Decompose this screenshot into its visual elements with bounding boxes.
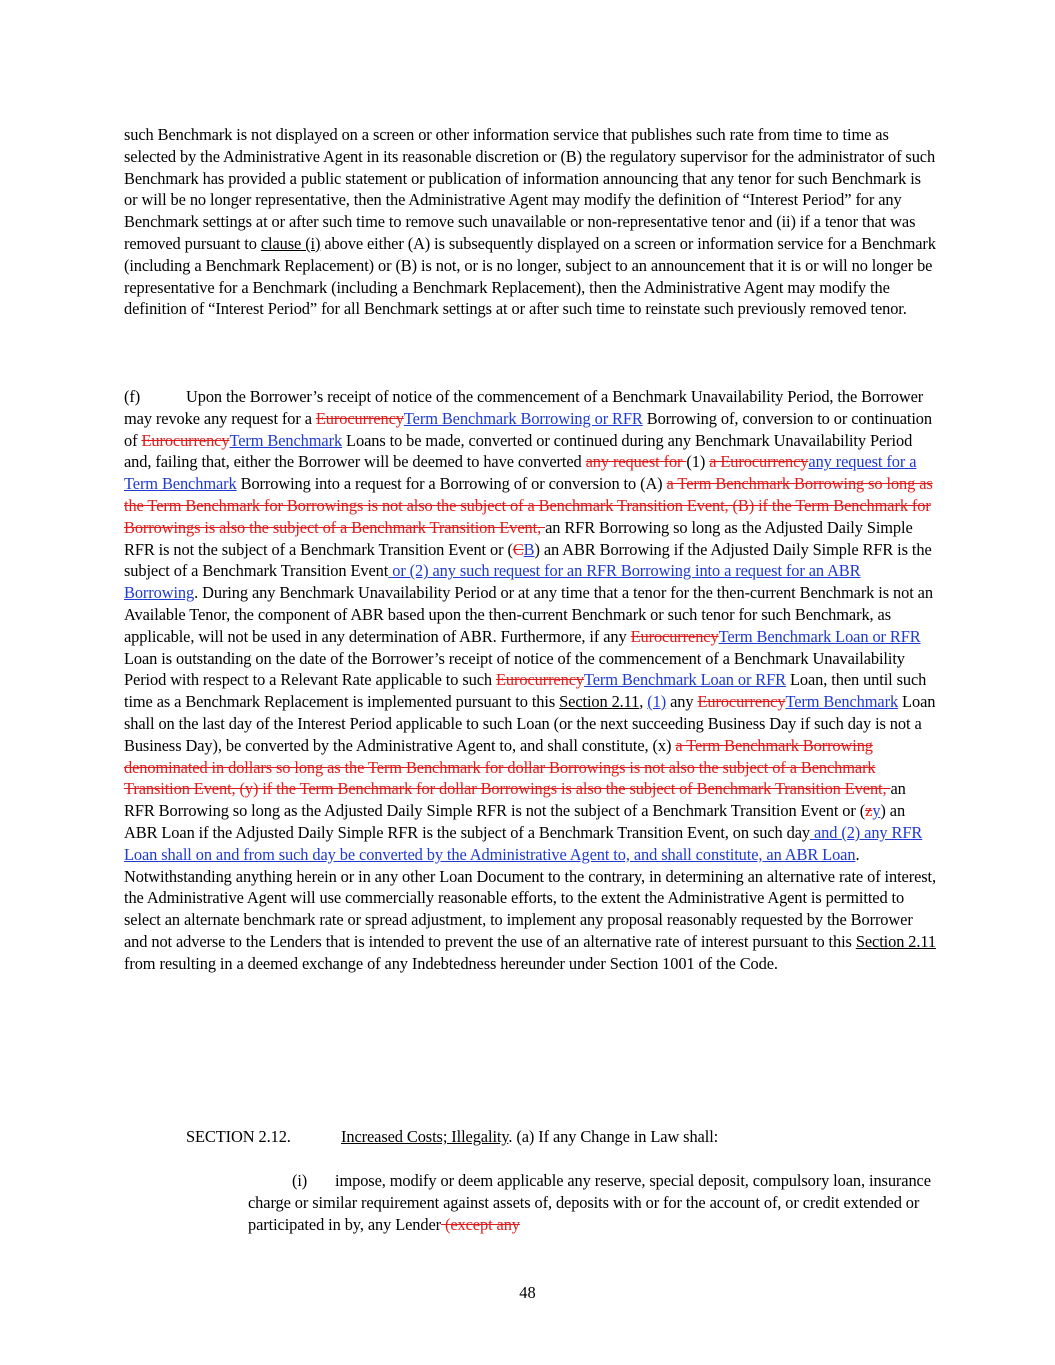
- deleted-text: any request for: [585, 452, 687, 472]
- clause-label: (i): [292, 1171, 308, 1190]
- body-text: from resulting in a deemed exchange of any Indebtedness hereunder under Section 1001 of the Code.: [124, 953, 778, 973]
- cross-reference: clause (i): [260, 233, 321, 253]
- deleted-text: Eurocurrency: [630, 626, 719, 646]
- paragraph-f: [124, 386, 936, 975]
- body-text: above either (A) is subsequently displayed on a screen or information service for a Benchmark (including a Benchmark Replacement) or (B) is not, or is no longer, subject to an announcement that it is or will no longer be representative for a Benchmark (including a Benchmark Replacement), then the Administrative Agent may modify the definition of “Interest Period” for all Benchmark settings at or after such time to reinstate such previously removed tenor.: [124, 233, 936, 319]
- body-text: Borrowing into a request for a Borrowing of or conversion to (A): [236, 474, 667, 494]
- inserted-text: y: [872, 801, 881, 821]
- deleted-text: Eurocurrency: [315, 408, 404, 428]
- deleted-text: Eurocurrency: [697, 692, 786, 712]
- inserted-text: B: [523, 539, 535, 559]
- inserted-text: (1): [647, 692, 667, 712]
- deleted-text: (except any: [441, 1214, 520, 1234]
- body-text: an RFR Borrowing so long as the Adjusted Daily Simple RFR is not the subject of a Benchmark Transition Event or (: [124, 779, 906, 821]
- section-heading: [186, 1126, 946, 1148]
- body-text: Loans to be made, converted or continued during any Benchmark Unavailability Period and, failing that, either the Borrower will be deemed to have converted: [124, 430, 913, 472]
- cross-reference: Section 2.11: [855, 931, 936, 951]
- body-text: an RFR Borrowing so long as the Adjusted Daily Simple RFR is not the subject of a Benchmark Transition Event or (: [124, 517, 913, 559]
- deleted-text: a Term Benchmark Borrowing denominated in dollars so long as the Term Benchmark for dollar Borrowings is not also the subject of a Benchmark Transition Event, (y) if the Term Benchmark for dollar Borrowings is also the subject of Benchmark Transition Event,: [124, 735, 891, 799]
- section-number: SECTION 2.12.: [186, 1127, 291, 1146]
- body-text: Upon the Borrower’s receipt of notice of the commencement of a Benchmark Unavailability Period, the Borrower may revoke any request for a: [124, 387, 924, 428]
- inserted-text: or (2) any such request for an RFR Borrowing into a request for an ABR Borrowing: [124, 561, 861, 603]
- body-text: such Benchmark is not displayed on a screen or other information service that publishes such rate from time to time as selected by the Administrative Agent in its reasonable discretion or (B) the regulatory supervisor for the administrator of such Benchmark has provided a public statement or publication of information announcing that any tenor for such Benchmark is or will be no longer representative, then the Administrative Agent may modify the definition of “Interest Period” for any Benchmark settings at or after such time to remove such unavailable or non-representative tenor and (ii) if a tenor that was removed pursuant to: [124, 125, 936, 253]
- deleted-text: a Term Benchmark Borrowing so long as the Term Benchmark for Borrowings is not also the subject of a Benchmark Transition Event, (B) if the Term Benchmark for Borrowings is also the subject of a Benchmark Transition Event,: [124, 474, 933, 537]
- body-text: (1): [686, 452, 710, 472]
- inserted-text: Term Benchmark: [229, 430, 343, 450]
- inserted-text: Term Benchmark: [785, 692, 899, 712]
- body-text: any: [666, 692, 698, 712]
- body-text: Loan is outstanding on the date of the Borrower’s receipt of notice of the commencement of a Benchmark Unavailability Period with respect to a Relevant Rate applicable to such: [124, 648, 905, 690]
- body-text: ,: [639, 692, 648, 712]
- deleted-text: Eurocurrency: [141, 430, 230, 450]
- body-text: ) an ABR Loan if the Adjusted Daily Simple RFR is the subject of a Benchmark Transition Event, on such day: [124, 801, 906, 842]
- deleted-text: Eurocurrency: [495, 670, 584, 690]
- clause-i: [248, 1170, 936, 1235]
- deleted-text: C: [512, 539, 524, 559]
- body-text: . Notwithstanding anything herein or in any other Loan Document to the contrary, in determining an alternative rate of interest, the Administrative Agent will use commercially reasonable efforts, to the extent the Administrative Agent is permitted to select an alternate benchmark rate or spread adjustment, to implement any proposal reasonably requested by the Borrower and not adverse to the Lenders that is intended to prevent the use of an alternative rate of interest pursuant to this: [124, 844, 936, 951]
- section-title: Increased Costs; Illegality: [341, 1127, 509, 1146]
- paragraph-label: (f): [124, 387, 141, 406]
- inserted-text: Term Benchmark Loan or RFR: [718, 626, 921, 646]
- page-number: 48: [519, 1283, 536, 1302]
- body-text: Borrowing of, conversion to or continuation of: [124, 408, 932, 450]
- body-text: Loan, then until such time as a Benchmark Replacement is implemented pursuant to this: [124, 670, 927, 712]
- inserted-text: and (2) any RFR Loan shall on and from such day be converted by the Administrative Agent to, and shall constitute, an ABR Loan: [124, 822, 923, 864]
- paragraph-e-continuation: [124, 124, 936, 320]
- cross-reference: Section 2.11: [559, 692, 640, 712]
- deleted-text: z: [865, 801, 873, 821]
- body-text: ) an ABR Borrowing if the Adjusted Daily Simple RFR is the subject of a Benchmark Transition Event: [124, 539, 932, 581]
- inserted-text: Term Benchmark Borrowing or RFR: [403, 408, 643, 428]
- body-text: . During any Benchmark Unavailability Period or at any time that a tenor for the then-current Benchmark is not an Available Tenor, the component of ABR based upon the then-current Benchmark or such tenor for such Benchmark, as applicable, will not be used in any determination of ABR. Furthermore, if any: [124, 583, 933, 646]
- inserted-text: Term Benchmark Loan or RFR: [583, 670, 786, 690]
- clause-text: impose, modify or deem applicable any reserve, special deposit, compulsory loan, insurance charge or similar requirement against assets of, deposits with or for the account of, or credit extended or participated in by, any Lender: [248, 1171, 931, 1234]
- body-text: Loan shall on the last day of the Interest Period applicable to such Loan (or the next succeeding Business Day if such day is not a Business Day), be converted by the Administrative Agent to, and shall constitute, (x): [124, 692, 936, 755]
- inserted-text: any request for a Term Benchmark: [124, 452, 917, 494]
- section-intro: . (a) If any Change in Law shall:: [508, 1127, 719, 1146]
- deleted-text: a Eurocurrency: [709, 452, 809, 472]
